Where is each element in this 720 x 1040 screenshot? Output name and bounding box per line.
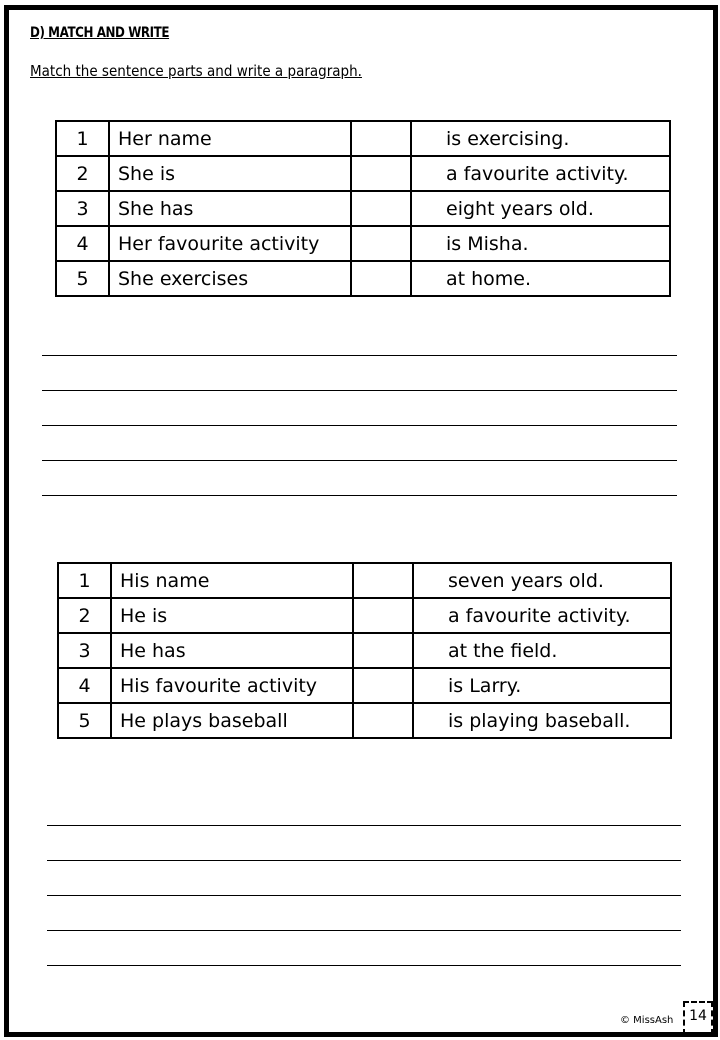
table-row xyxy=(58,563,671,598)
answer-box[interactable] xyxy=(351,156,411,191)
answer-box[interactable] xyxy=(353,598,413,633)
answer-box[interactable] xyxy=(353,703,413,738)
answer-box[interactable] xyxy=(353,668,413,703)
sentence-end: is playing baseball. xyxy=(413,703,671,738)
table-row xyxy=(58,598,671,633)
sentence-start: She exercises xyxy=(109,261,351,296)
answer-box[interactable] xyxy=(351,226,411,261)
table-row xyxy=(56,261,670,296)
writing-line[interactable] xyxy=(42,460,677,461)
writing-line[interactable] xyxy=(47,860,681,861)
writing-line[interactable] xyxy=(42,390,677,391)
answer-box[interactable] xyxy=(351,191,411,226)
instruction: Match the sentence parts and write a paragraph. xyxy=(30,62,362,80)
answer-box[interactable] xyxy=(351,261,411,296)
sentence-end: eight years old. xyxy=(411,191,670,226)
table-row xyxy=(58,668,671,703)
writing-line[interactable] xyxy=(47,965,681,966)
table-row xyxy=(56,191,670,226)
sentence-start: He is xyxy=(111,598,353,633)
sentence-start: Her favourite activity xyxy=(109,226,351,261)
copyright: © MissAsh xyxy=(620,1015,674,1026)
sentence-start: She has xyxy=(109,191,351,226)
sentence-end: at home. xyxy=(411,261,670,296)
table-row xyxy=(56,121,670,156)
section-title: D) MATCH AND WRITE xyxy=(30,25,170,41)
row-number: 5 xyxy=(56,261,109,296)
answer-box[interactable] xyxy=(353,563,413,598)
row-number: 3 xyxy=(56,191,109,226)
table-row xyxy=(58,633,671,668)
sentence-start: He plays baseball xyxy=(111,703,353,738)
sentence-start: Her name xyxy=(109,121,351,156)
writing-line[interactable] xyxy=(47,825,681,826)
row-number: 4 xyxy=(56,226,109,261)
table-row xyxy=(56,226,670,261)
row-number: 4 xyxy=(58,668,111,703)
sentence-end: is Misha. xyxy=(411,226,670,261)
sentence-start: His name xyxy=(111,563,353,598)
sentence-end: at the field. xyxy=(413,633,671,668)
sentence-end: is exercising. xyxy=(411,121,670,156)
sentence-start: His favourite activity xyxy=(111,668,353,703)
answer-box[interactable] xyxy=(353,633,413,668)
sentence-end: a favourite activity. xyxy=(411,156,670,191)
table-row xyxy=(56,156,670,191)
match-table-2 xyxy=(57,562,672,739)
sentence-end: seven years old. xyxy=(413,563,671,598)
row-number: 2 xyxy=(56,156,109,191)
match-table-1 xyxy=(55,120,671,297)
table-row xyxy=(58,703,671,738)
writing-line[interactable] xyxy=(47,930,681,931)
row-number: 1 xyxy=(56,121,109,156)
writing-line[interactable] xyxy=(42,355,677,356)
sentence-end: a favourite activity. xyxy=(413,598,671,633)
sentence-start: He has xyxy=(111,633,353,668)
sentence-end: is Larry. xyxy=(413,668,671,703)
page-number: 14 xyxy=(683,1001,713,1035)
answer-box[interactable] xyxy=(351,121,411,156)
sentence-start: She is xyxy=(109,156,351,191)
row-number: 3 xyxy=(58,633,111,668)
writing-line[interactable] xyxy=(42,495,677,496)
writing-line[interactable] xyxy=(42,425,677,426)
row-number: 5 xyxy=(58,703,111,738)
writing-line[interactable] xyxy=(47,895,681,896)
row-number: 2 xyxy=(58,598,111,633)
row-number: 1 xyxy=(58,563,111,598)
